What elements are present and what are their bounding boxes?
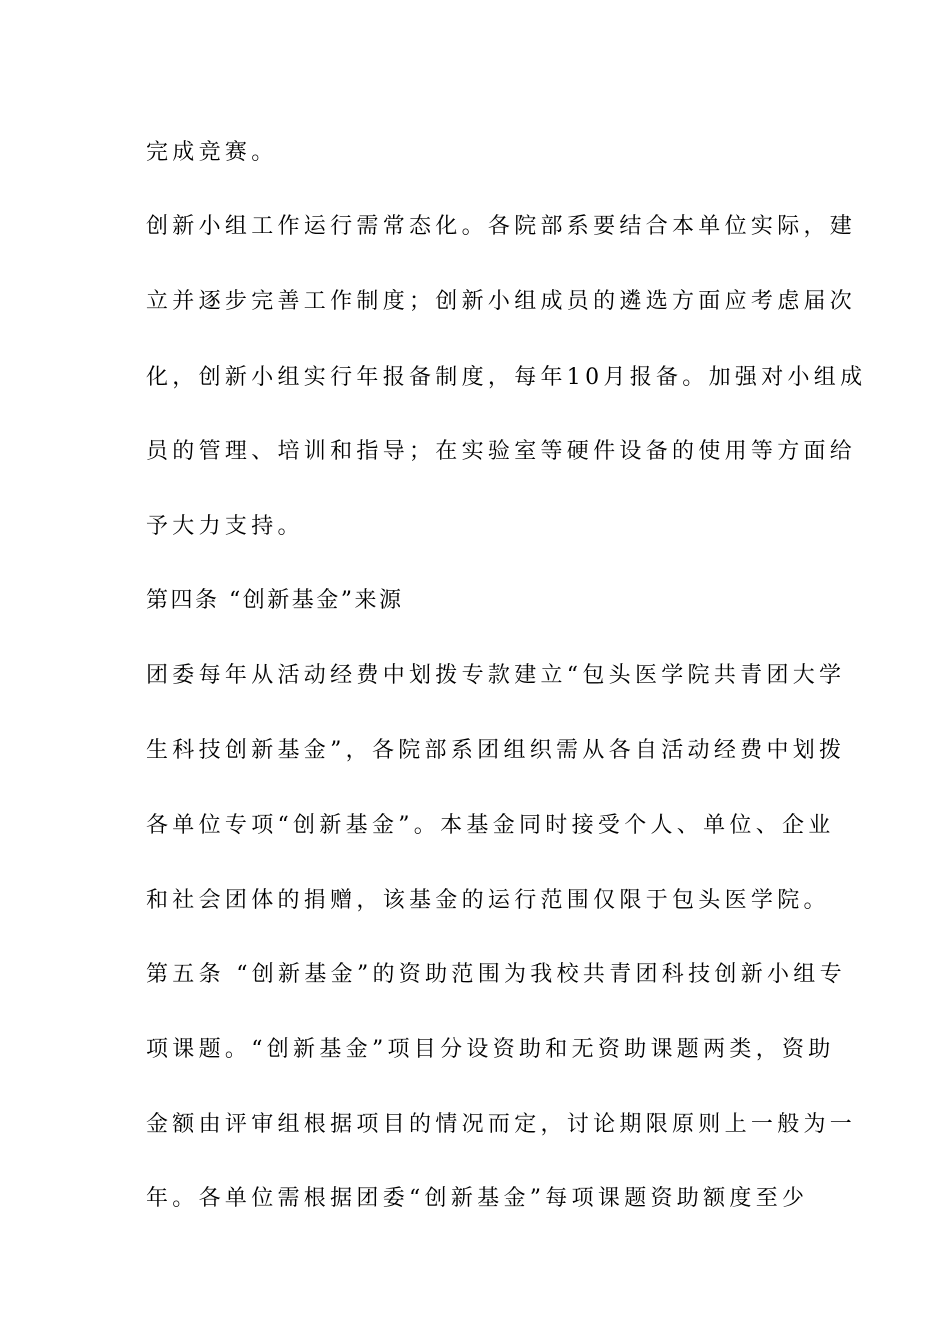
paragraph-line: 项课题。“创新基金”项目分设资助和无资助课题两类，资助 [146,1037,835,1062]
paragraph-line: 团委每年从活动经费中划拨专款建立“包头医学院共青团大学 [146,663,846,688]
paragraph-line: 立并逐步完善工作制度；创新小组成员的遴选方面应考虑届次 [146,289,857,314]
paragraph-line: 予大力支持。 [146,514,304,539]
paragraph-line: 第五条 “创新基金”的资助范围为我校共青团科技创新小组专 [146,962,846,987]
paragraph-line: 和社会团体的捐赠，该基金的运行范围仅限于包头医学院。 [146,888,830,913]
paragraph-line: 创新小组工作运行需常态化。各院部系要结合本单位实际，建 [146,214,857,239]
paragraph-line: 生科技创新基金”，各院部系团组织需从各自活动经费中划拨 [146,738,846,763]
article-heading: 第四条 “创新基金”来源 [146,588,404,613]
paragraph-line: 化，创新小组实行年报备制度，每年10月报备。加强对小组成 [146,365,867,390]
paragraph-line: 完成竞赛。 [146,140,278,165]
paragraph-line: 年。各单位需根据团委“创新基金”每项课题资助额度至少 [146,1186,809,1211]
paragraph-line: 金额由评审组根据项目的情况而定，讨论期限原则上一般为一 [146,1112,857,1137]
paragraph-line: 各单位专项“创新基金”。本基金同时接受个人、单位、企业 [146,813,835,838]
paragraph-line: 员的管理、培训和指导；在实验室等硬件设备的使用等方面给 [146,439,857,464]
